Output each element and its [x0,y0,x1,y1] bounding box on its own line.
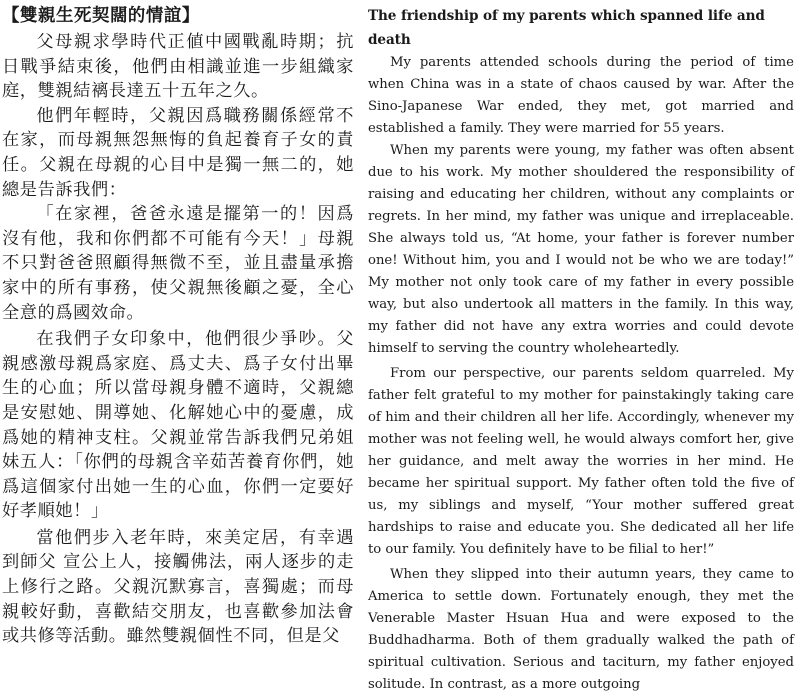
english-paragraph: From our perspective, our parents seldom quarreled. My father felt grateful to my mother for painstakingly taking care of him and their children all her life. Accordingly, whenever my mother was not feeling well, he would always comfort her, give her guidance, and melt away the worries in her mind. He became her spiritual support. My father often told the five of us, my siblings and myself, “Your mother suffered great hardships to raise and educate you. She dedicated all her life to our family. You definitely have to be filial to her!” [368,366,794,557]
chinese-paragraph: 「在家裡，爸爸永遠是擺第一的！因爲沒有他，我和你們都不可能有今天！」母親不只對爸爸照顧得無微不至，並且盡量承擔家中的所有事務，使父親無後顧之憂，全心全意的爲國效命。 [2,204,354,323]
english-title: The friendship of my parents which spanned life and death [368,8,765,48]
english-paragraph: When my parents were young, my father was often absent due to his work. My mother shouldered the responsibility of raising and educating her children, without any complaints or regrets. In her mind, my father was unique and irreplaceable. She always told us, “At home, your father is forever number one! Without him, you and I would not be who we are today!” My mother not only took care of my father in every possible way, but also undertook all matters in the family. In this way, my father did not have any extra worries and could devote himself to serving the country wholeheartedly. [368,143,794,356]
chinese-paragraph: 在我們子女印象中，他們很少爭吵。父親感激母親爲家庭、爲丈夫、爲子女付出畢生的心血；所以當母親身體不適時，父親總是安慰她、開導她、化解她心中的憂慮，成爲她的精神支柱。父親並常告訴我們兄弟姐妹五人：「你們的母親含辛茹苦養育你們，她爲這個家付出她一生的心血，你們一定要好好孝順她！」 [2,329,354,522]
english-column [368,4,794,696]
english-paragraph: When they slipped into their autumn years, they came to America to settle down. Fortunately enough, they met the Venerable Master Hsuan Hua and were exposed to the Buddhadharma. Both of them gradually walked the path of spiritual cultivation. Serious and taciturn, my father enjoyed solitude. In contrast, as a more outgoing [368,567,794,692]
english-paragraph: My parents attended schools during the period of time when China was in a state of chaos caused by war. After the Sino-Japanese War ended, they met, got married and established a family. They were married for 55 years. [368,55,794,136]
chinese-column [2,4,354,649]
chinese-paragraph: 他們年輕時，父親因爲職務關係經常不在家，而母親無怨無悔的負起養育子女的責任。父親在母親的心目中是獨一無二的，她總是告訴我們： [2,105,354,200]
chinese-paragraph: 父母親求學時代正値中國戰亂時期；抗日戰爭結束後，他們由相識並進一步組織家庭，雙親結褵長達五十五年之久。 [2,32,354,102]
chinese-paragraph: 當他們步入老年時，來美定居，有幸遇到師父 宣公上人，接觸佛法，兩人逐步的走上修行之路。父親沉默寡言，喜獨處；而母親較好動，喜歡結交朋友，也喜歡參加法會或共修等活動。雖然雙親個性不同，但是父 [2,527,354,647]
chinese-title: 【雙親生死契闊的情誼】 [2,6,200,26]
